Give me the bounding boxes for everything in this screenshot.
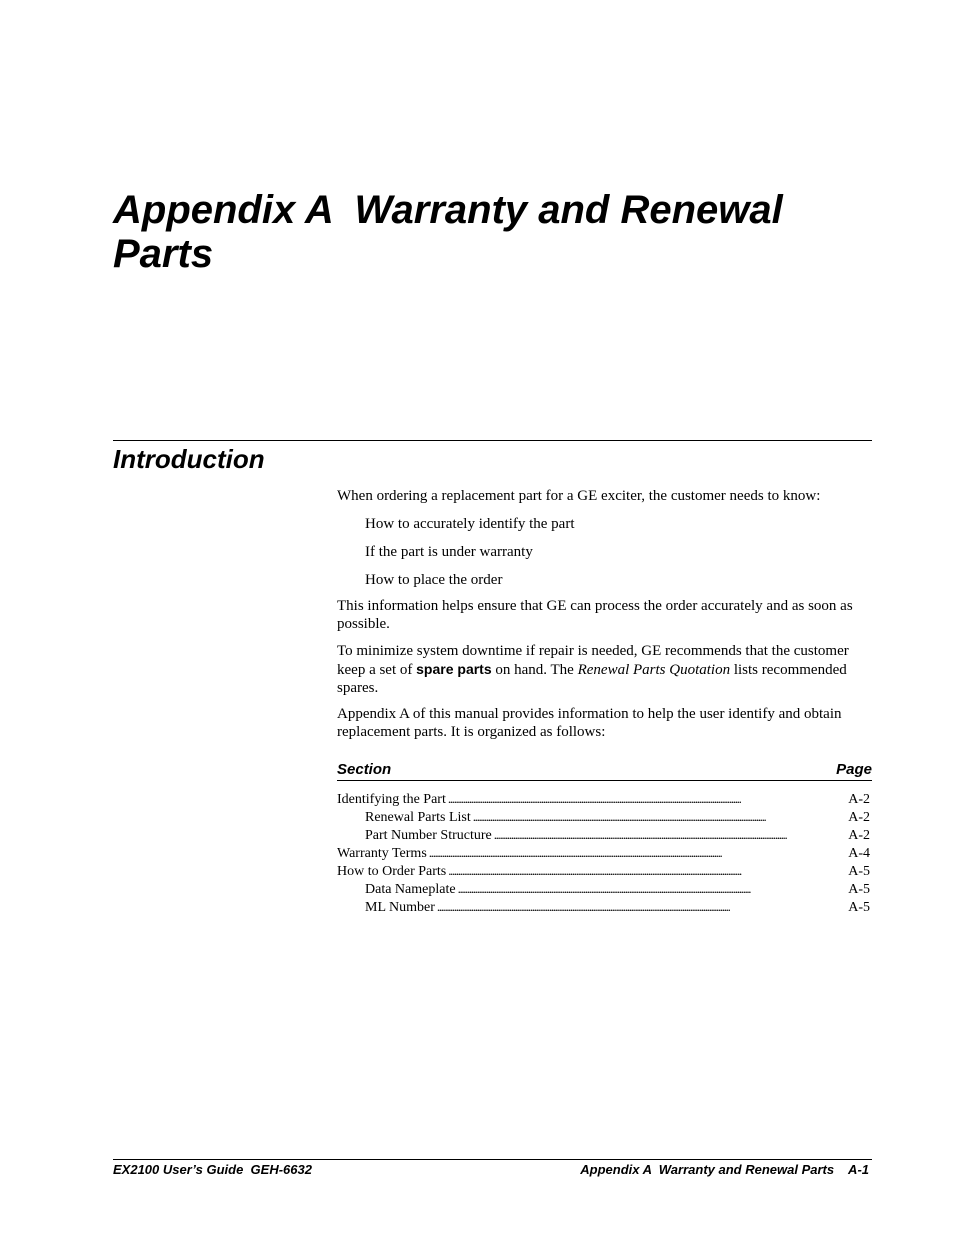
toc-entry-label: ML Number — [365, 900, 435, 915]
paragraph-organization: Appendix A of this manual provides information to help the user identify and obtain replacement parts. It is organized as follows: — [337, 706, 842, 740]
toc-entry-identifying-the-part — [337, 790, 870, 808]
toc-entry-part-number-structure — [337, 826, 870, 844]
toc-header-section: Section — [337, 761, 392, 778]
list-item: How to accurately identify the part — [365, 516, 575, 532]
toc-entry-page: A-2 — [848, 792, 870, 807]
toc-entry-page: A-2 — [848, 828, 870, 843]
footer-divider — [113, 1159, 872, 1160]
toc-header — [337, 761, 872, 781]
toc-entry-data-nameplate — [337, 880, 870, 898]
toc-entry-page: A-5 — [848, 900, 870, 915]
toc-entry-page: A-5 — [848, 882, 870, 897]
paragraph-spare-parts — [337, 642, 872, 697]
intro-paragraph: When ordering a replacement part for a GE exciter, the customer needs to know: — [337, 488, 821, 504]
quotation-title: Renewal Parts Quotation — [577, 662, 731, 678]
toc-dot-leader — [494, 826, 846, 845]
toc-entry-label: Identifying the Part — [337, 792, 446, 807]
paragraph-process: This information helps ensure that GE can process the order accurately and as soon as possible. — [337, 598, 853, 632]
toc-entry-label: Warranty Terms — [337, 846, 427, 861]
toc-dot-leader — [458, 880, 847, 899]
toc-entry-renewal-parts-list — [337, 808, 870, 826]
toc-entry-label: Data Nameplate — [365, 882, 456, 897]
paragraph-text: To minimize system downtime if repair is needed, GE recommends that the customer keep a set of — [337, 643, 849, 678]
toc-entry-label: Part Number Structure — [365, 828, 492, 843]
toc-entry-page: A-5 — [848, 864, 870, 879]
toc-entry-page: A-4 — [848, 846, 870, 861]
footer-page-label: Appendix A Warranty and Renewal Parts A-1 — [580, 1162, 869, 1177]
toc-dot-leader — [448, 862, 846, 881]
toc-dot-leader — [473, 808, 846, 827]
toc-entry-label: Renewal Parts List — [365, 810, 471, 825]
list-item: If the part is under warranty — [365, 544, 533, 560]
paragraph-text: on hand. The — [491, 662, 578, 678]
section-heading: Introduction — [113, 444, 265, 474]
toc-dot-leader — [437, 898, 846, 917]
chapter-title: Appendix A Warranty and Renewal Parts — [113, 188, 794, 276]
spare-parts-term: spare parts — [416, 661, 492, 677]
section-divider — [113, 440, 872, 441]
paragraph-text: lists recommended spares. — [337, 662, 847, 696]
toc-dot-leader — [429, 844, 846, 863]
toc-entry-label: How to Order Parts — [337, 864, 447, 879]
toc-entry-how-to-order-parts — [337, 862, 870, 880]
toc-dot-leader — [448, 790, 846, 809]
toc-entry-ml-number — [337, 898, 870, 916]
toc-entry-warranty-terms — [337, 844, 870, 862]
toc-entry-page: A-2 — [848, 810, 870, 825]
footer-document-title: EX2100 User’s Guide GEH-6632 — [113, 1162, 312, 1177]
list-item: How to place the order — [365, 572, 503, 588]
toc-header-page: Page — [836, 761, 872, 778]
table-of-contents — [337, 790, 870, 916]
